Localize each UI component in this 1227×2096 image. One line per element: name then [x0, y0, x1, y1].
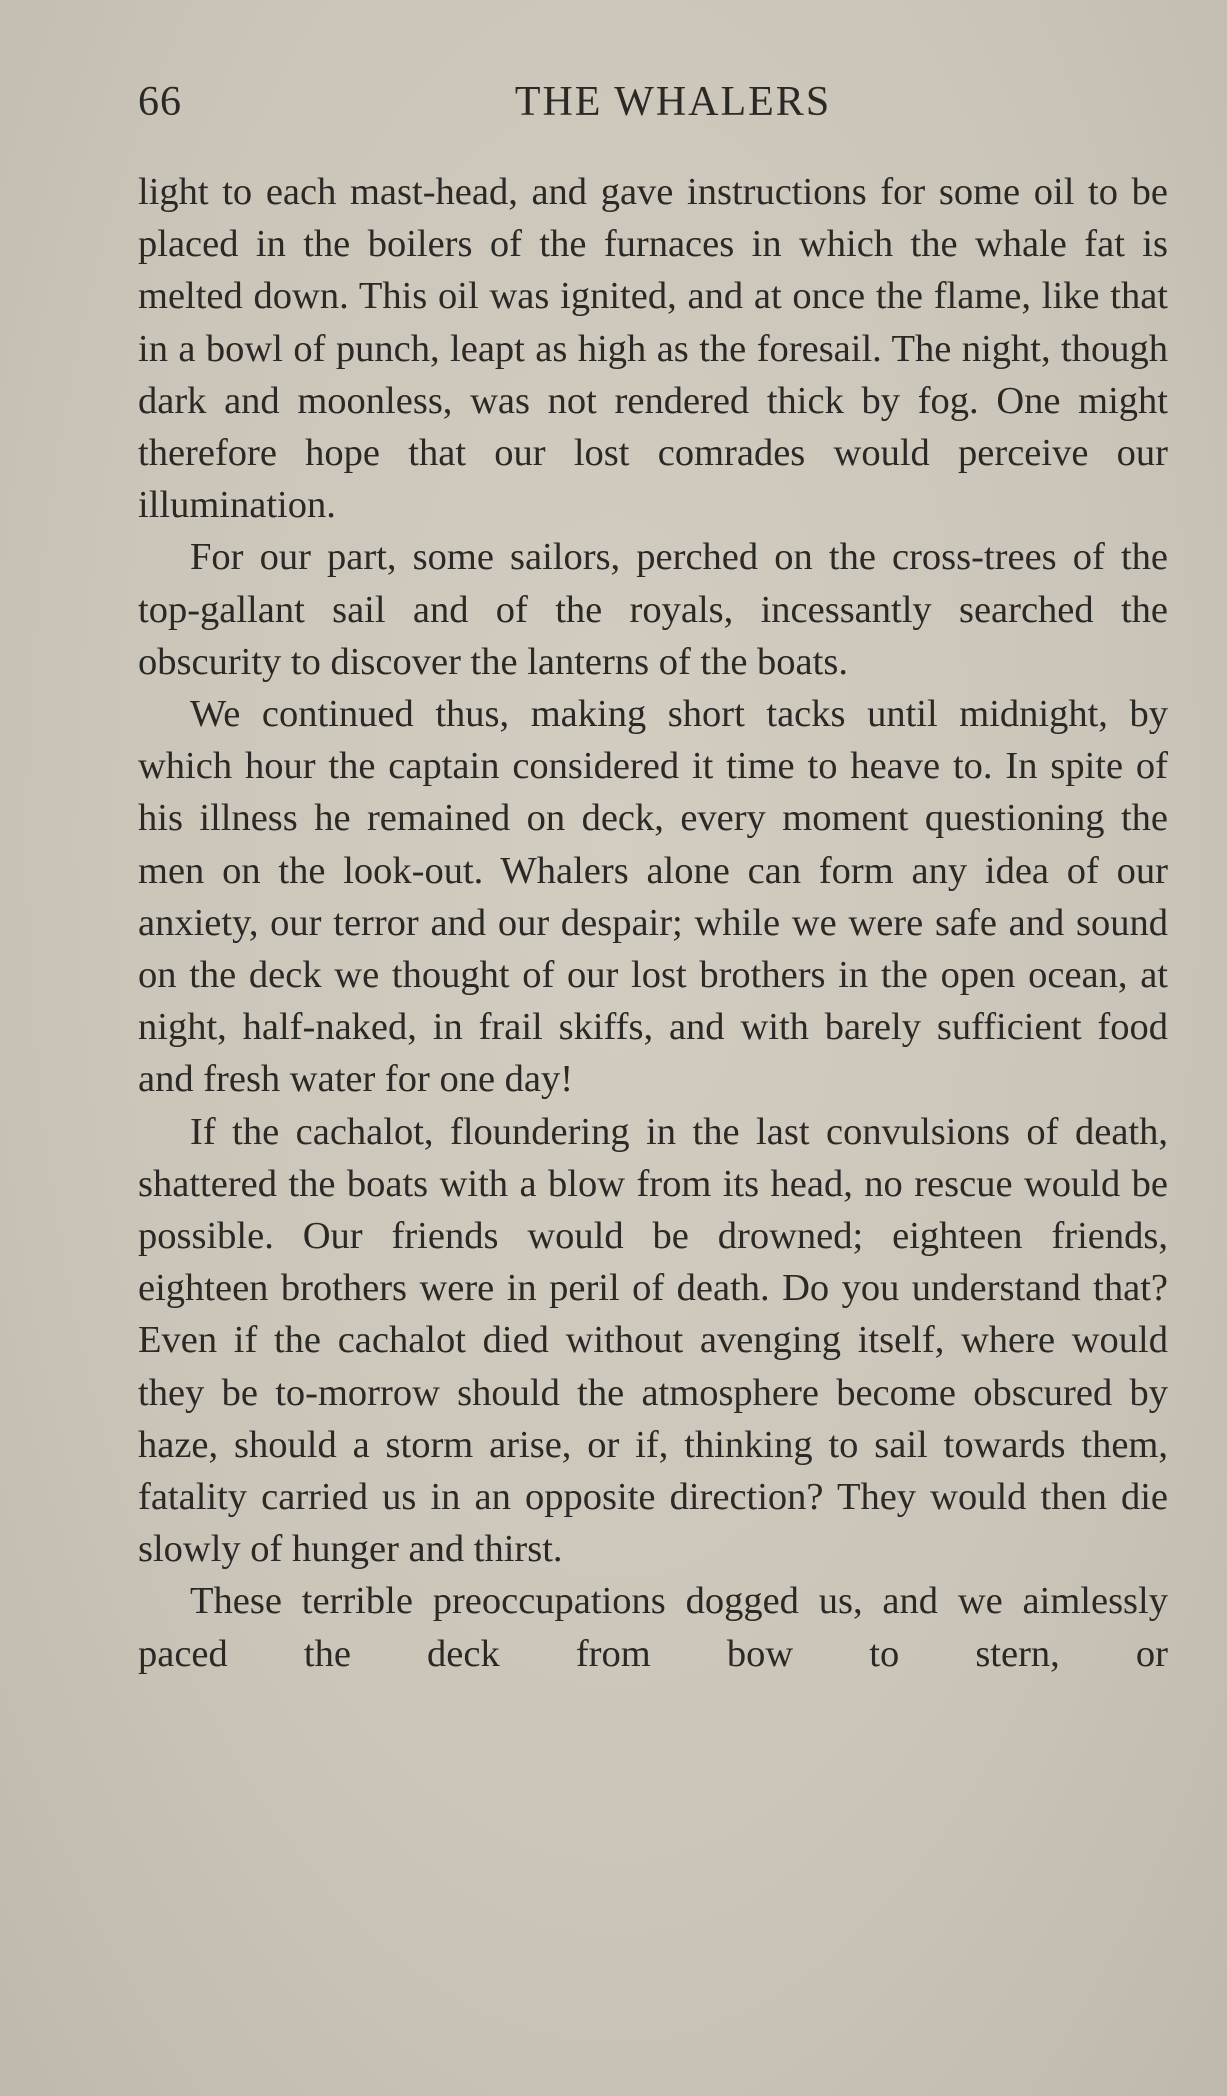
page-header: [138, 78, 1168, 138]
paragraph: For our part, some sailors, perched on the cross-trees of the top-gallant sail and of the royals, incessantly searched the obscurity to discover the lanterns of the boats.: [138, 536, 1168, 683]
paragraph: We continued thus, making short tacks until midnight, by which hour the captain considered it time to heave to. In spite of his illness he remained on deck, every moment questioning the men on the look-out. Whalers alone can form any idea of our anxiety, our terror and our despair; while we were safe and sound on the deck we thought of our lost brothers in the open ocean, at night, half-naked, in frail skiffs, and with barely sufficient food and fresh water for one day!: [138, 693, 1168, 1101]
paragraph-continued: light to each mast-head, and gave instructions for some oil to be placed in the boilers of the furnaces in which the whale fat is melted down. This oil was ignited, and at once the flame, like that in a bowl of punch, leapt as high as the foresail. The night, though dark and moonless, was not rendered thick by fog. One might therefore hope that our lost comrades would perceive our illumination.: [138, 171, 1168, 527]
body-text: [138, 166, 1168, 1680]
running-title: THE WHALERS: [514, 79, 832, 125]
page-number: 66: [138, 79, 182, 125]
paragraph: If the cachalot, floundering in the last convulsions of death, shattered the boats with a blow from its head, no rescue would be possible. Our friends would be drowned; eighteen friends, eighteen brothers were in peril of death. Do you understand that? Even if the cachalot died without avenging itself, where would they be to-morrow should the atmosphere become obscured by haze, should a storm arise, or if, thinking to sail towards them, fatality carried us in an opposite direction? They would then die slowly of hunger and thirst.: [138, 1110, 1168, 1571]
paragraph-continues: These terrible preoccupations dogged us, and we aimlessly paced the deck from bow to stern, or: [138, 1580, 1168, 1675]
